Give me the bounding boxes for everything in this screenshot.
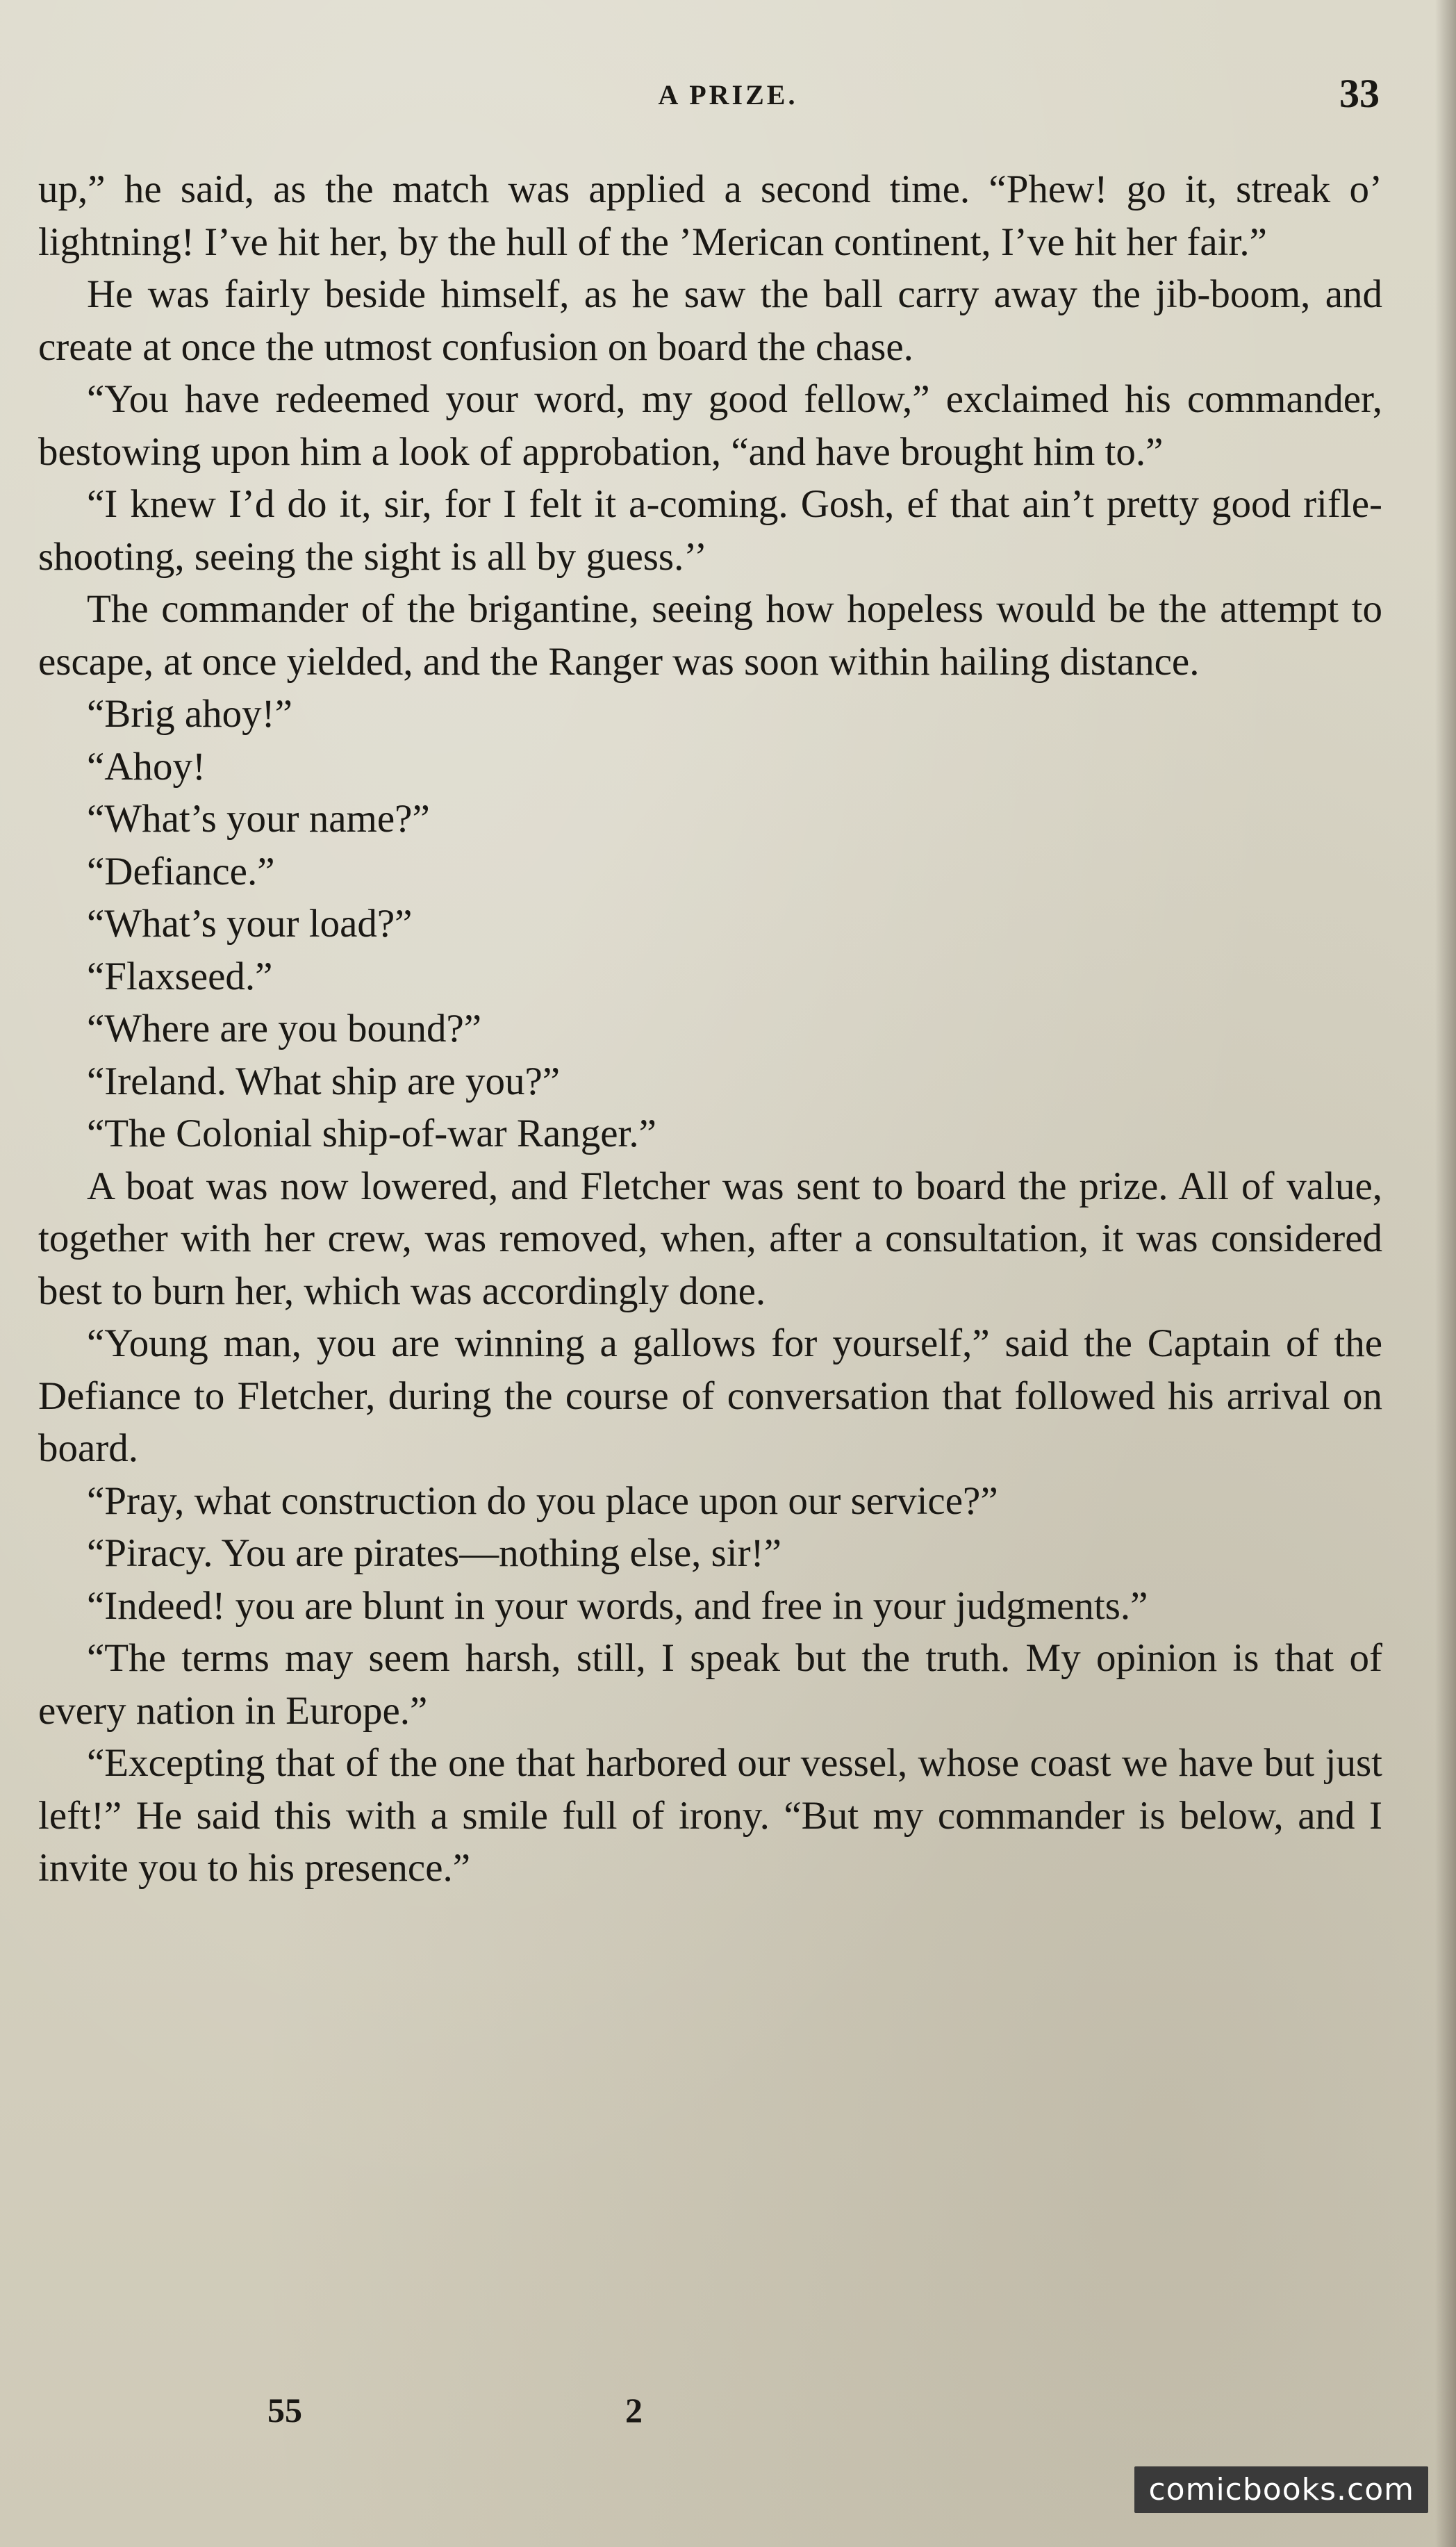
dialogue-line: “Ahoy! xyxy=(87,744,206,789)
dialogue-line: “The Colonial ship-of-war Ranger.” xyxy=(87,1112,656,1155)
sheet-number: 2 xyxy=(625,2391,643,2430)
dialogue-line: “Pray, what construction do you place upon our service?” xyxy=(87,1478,998,1523)
dialogue-line: “Brig ahoy!” xyxy=(87,692,292,736)
paragraph: He was fairly beside himself, as he saw the ball carry away the jib-boom, and create at once the utmost confusion on board the chase. xyxy=(38,272,1382,369)
dialogue-line: “Flaxseed.” xyxy=(87,954,273,998)
paragraph: The commander of the brigantine, seeing how hopeless would be the attempt to escape, at once yielded, and the Ranger was soon within hailing distance. xyxy=(38,587,1382,684)
running-head xyxy=(0,66,1456,122)
running-title: A PRIZE. xyxy=(658,79,798,110)
page-edge-shadow xyxy=(1435,0,1456,2547)
dialogue-line: “Ireland. What ship are you?” xyxy=(87,1059,561,1103)
dialogue-line: “What’s your name?” xyxy=(87,797,430,841)
page-number: 33 xyxy=(1339,71,1380,116)
body-text xyxy=(38,163,1382,1895)
dialogue-line: “Piracy. You are pirates—nothing else, sir!” xyxy=(87,1531,781,1575)
paragraph: “Excepting that of the one that harbored our vessel, whose coast we have but just left!” He said this with a smile full of irony. “But my commander is below, and I invite you to his presence.” xyxy=(38,1741,1382,1890)
dialogue-line: “Defiance.” xyxy=(87,849,275,893)
dialogue-line: “What’s your load?” xyxy=(87,902,413,946)
dialogue-line: “Where are you bound?” xyxy=(87,1007,482,1050)
paragraph: “You have redeemed your word, my good fellow,” exclaimed his commander, bestowing upon him a look of approbation, “and have brought him to.” xyxy=(38,377,1382,474)
paragraph: “The terms may seem harsh, still, I speak but the truth. My opinion is that of every nation in Europe.” xyxy=(38,1636,1382,1733)
signature-mark: 55 xyxy=(267,2391,302,2430)
paragraph: “Young man, you are winning a gallows for yourself,” said the Captain of the Defiance to Fletcher, during the course of conversation that followed his arrival on board. xyxy=(38,1321,1382,1470)
watermark: comicbooks.com xyxy=(1134,2466,1428,2513)
paragraph: “Indeed! you are blunt in your words, and free in your judgments.” xyxy=(87,1583,1148,1628)
paragraph: up,” he said, as the match was applied a second time. “Phew! go it, streak o’ lightning! I’ve hit her, by the hull of the ’Merican continent, I’ve hit her fair.” xyxy=(38,167,1382,264)
paragraph: A boat was now lowered, and Fletcher was sent to board the prize. All of value, together with her crew, was removed, when, after a consultation, it was considered best to burn her, which was accordingly done. xyxy=(38,1164,1382,1313)
paragraph: “I knew I’d do it, sir, for I felt it a-coming. Gosh, ef that ain’t pretty good rifle-shooting, seeing the sight is all by guess.’’ xyxy=(38,482,1382,579)
page-footer xyxy=(0,2390,1456,2446)
